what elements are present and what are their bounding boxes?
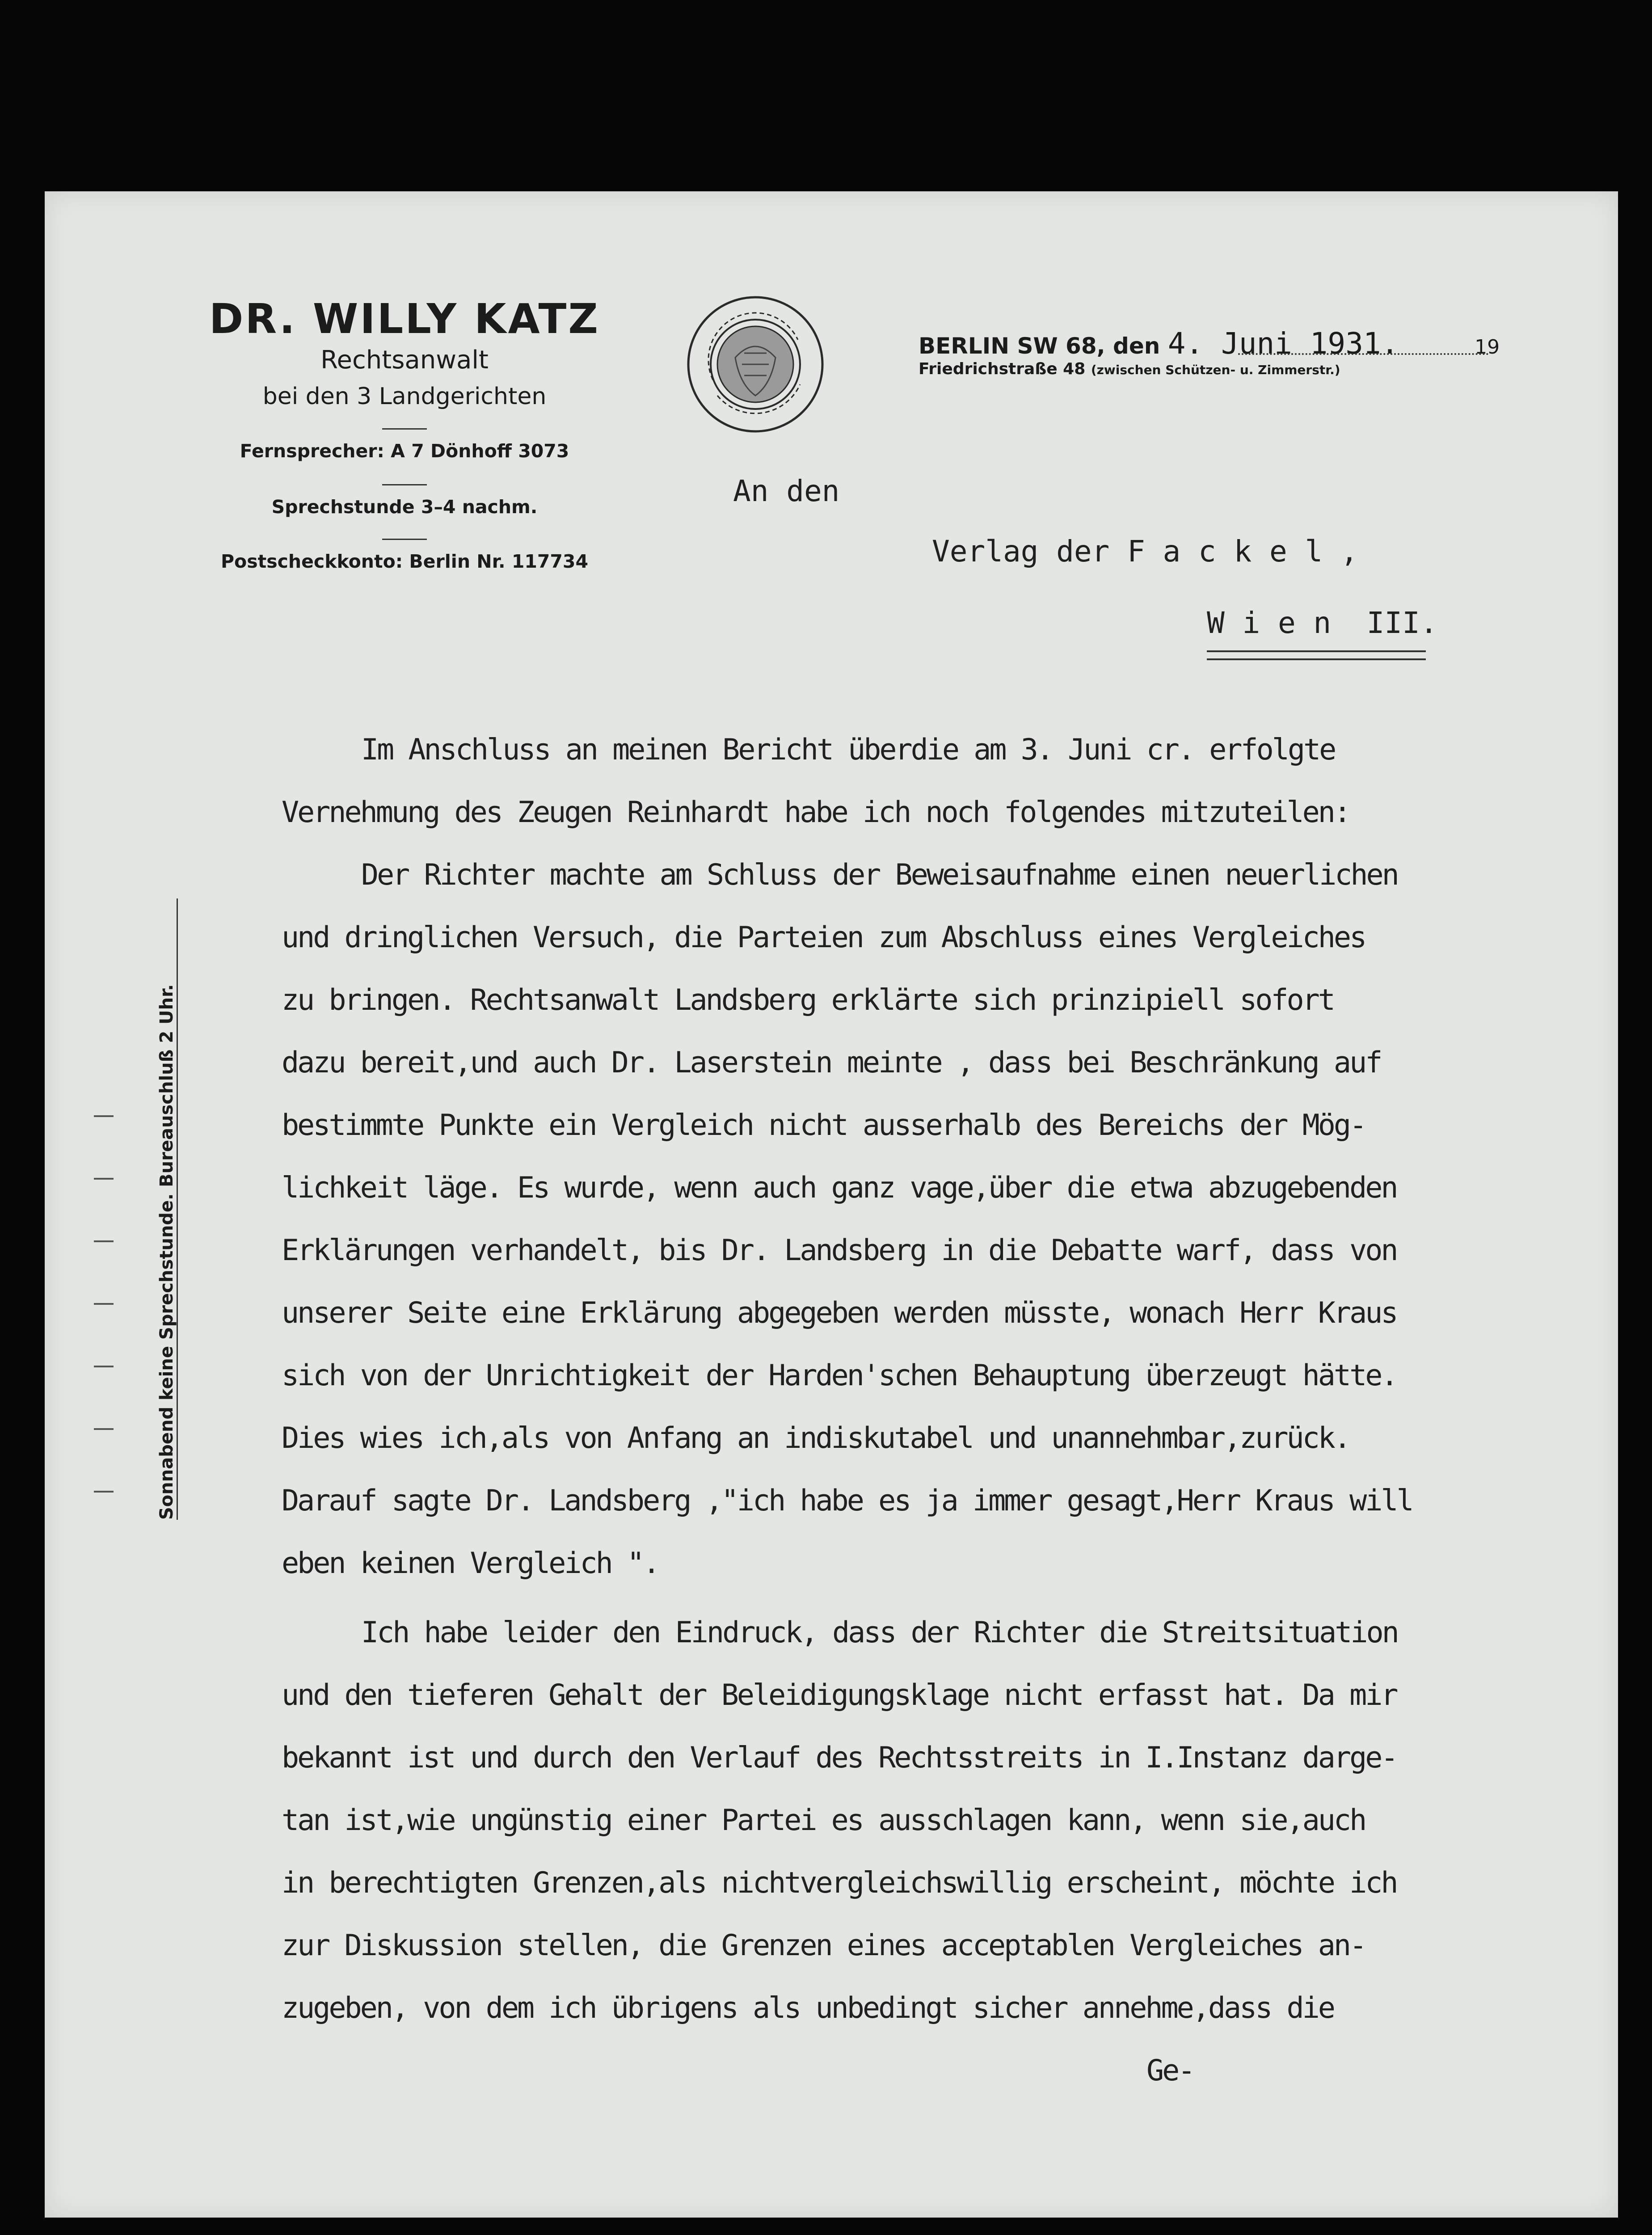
place-text: BERLIN SW 68, den bbox=[919, 333, 1160, 359]
margin-tick bbox=[94, 1240, 114, 1242]
date-dotted-line bbox=[1238, 353, 1488, 355]
letterhead-office-hours: Sprechstunde 3–4 nachm. bbox=[271, 496, 538, 518]
letterhead-phone: Fernsprecher: A 7 Dönhoff 3073 bbox=[240, 440, 569, 462]
body-line: unserer Seite eine Erklärung abgegeben werden müsste, wonach Herr Kraus bbox=[282, 1296, 1397, 1330]
year-prefix: 19 bbox=[1475, 336, 1500, 358]
body-line: in berechtigten Grenzen,als nichtvergleichswillig erscheint, möchte ich bbox=[282, 1866, 1397, 1900]
letterhead-profession: Rechtsanwalt bbox=[320, 346, 489, 375]
body-line: Dies wies ich,als von Anfang an indiskutabel und unannehmbar,zurück. bbox=[282, 1421, 1350, 1455]
body-line: zugeben, von dem ich übrigens als unbedingt sicher annehme,dass die bbox=[282, 1991, 1334, 2025]
body-line: Vernehmung des Zeugen Reinhardt habe ich noch folgendes mitzuteilen: bbox=[282, 796, 1350, 829]
letterhead-courts: bei den 3 Landgerichten bbox=[262, 383, 547, 410]
letterhead-rule bbox=[382, 428, 427, 430]
margin-tick bbox=[94, 1178, 114, 1180]
addressee-line-1: Verlag der F a c k e l , bbox=[932, 534, 1358, 569]
addressee-salutation: An den bbox=[733, 474, 840, 508]
catchword: Ge- bbox=[1146, 2054, 1194, 2087]
body-line: Im Anschluss an meinen Bericht überdie am 3. Juni cr. erfolgte bbox=[361, 733, 1335, 767]
margin-vertical-rule bbox=[177, 898, 178, 1520]
body-line: und dringlichen Versuch, die Parteien zum Abschluss eines Vergleiches bbox=[282, 921, 1365, 954]
body-line: Erklärungen verhandelt, bis Dr. Landsberg in die Debatte warf, dass von bbox=[282, 1234, 1397, 1267]
addressee-line-2: W i e n III. bbox=[1207, 606, 1438, 640]
place-and-date bbox=[919, 326, 1500, 361]
margin-tick bbox=[94, 1115, 114, 1117]
body-line: zu bringen. Rechtsanwalt Landsberg erklärte sich prinzipiell sofort bbox=[282, 983, 1334, 1017]
letter-date: 4. Juni 1931. bbox=[1167, 326, 1399, 361]
margin-tick bbox=[94, 1428, 114, 1430]
addressee-double-underline bbox=[1207, 650, 1426, 660]
letterhead-name: DR. WILLY KATZ bbox=[209, 295, 600, 343]
letterhead-rule bbox=[382, 539, 427, 540]
body-line: bekannt ist und durch den Verlauf des Rechtsstreits in I.Instanz darge- bbox=[282, 1741, 1397, 1775]
body-line: dazu bereit,und auch Dr. Laserstein meinte , dass bei Beschränkung auf bbox=[282, 1046, 1381, 1080]
margin-tick bbox=[94, 1491, 114, 1493]
body-line: lichkeit läge. Es wurde, wenn auch ganz vage,über die etwa abzugebenden bbox=[282, 1171, 1397, 1205]
street-address: Friedrichstraße 48 (zwischen Schützen- u. Zimmerstr.) bbox=[919, 360, 1340, 378]
body-line: Der Richter machte am Schluss der Beweisaufnahme einen neuerlichen bbox=[361, 858, 1398, 892]
body-line: Ich habe leider den Eindruck, dass der Richter die Streitsituation bbox=[361, 1616, 1398, 1649]
body-line: bestimmte Punkte ein Vergleich nicht ausserhalb des Bereichs der Mög- bbox=[282, 1109, 1365, 1142]
margin-tick bbox=[94, 1303, 114, 1305]
library-seal-stamp bbox=[682, 291, 829, 438]
letterhead-postal-account: Postscheckkonto: Berlin Nr. 117734 bbox=[220, 551, 588, 572]
body-line: Darauf sagte Dr. Landsberg ,"ich habe es ja immer gesagt,Herr Kraus will bbox=[282, 1484, 1412, 1518]
body-line: eben keinen Vergleich ". bbox=[282, 1547, 659, 1580]
body-line: sich von der Unrichtigkeit der Harden'schen Behauptung überzeugt hätte. bbox=[282, 1359, 1397, 1392]
letterhead-rule bbox=[382, 484, 427, 485]
margin-tick bbox=[94, 1366, 114, 1367]
margin-note-office-hours: Sonnabend keine Sprechstunde. Bureauschluß 2 Uhr. bbox=[156, 984, 177, 1520]
body-line: tan ist,wie ungünstig einer Partei es ausschlagen kann, wenn sie,auch bbox=[282, 1804, 1365, 1837]
body-line: und den tieferen Gehalt der Beleidigungsklage nicht erfasst hat. Da mir bbox=[282, 1678, 1397, 1712]
body-line: zur Diskussion stellen, die Grenzen eines acceptablen Vergleiches an- bbox=[282, 1929, 1365, 1962]
